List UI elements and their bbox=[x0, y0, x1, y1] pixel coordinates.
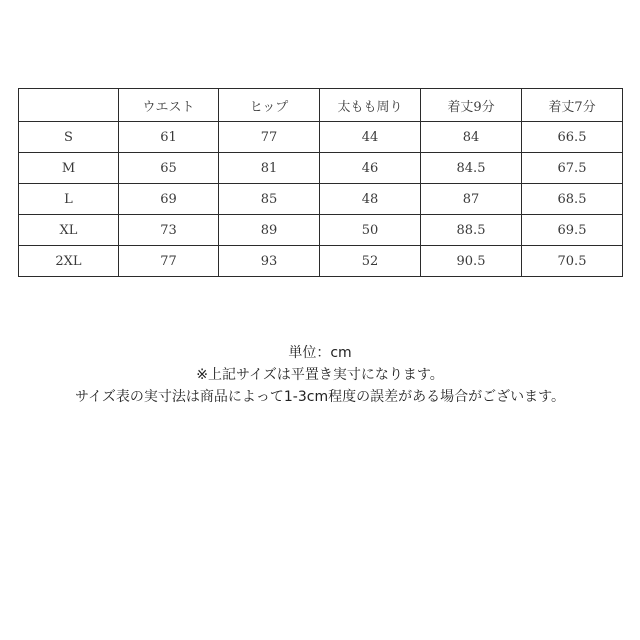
size-notes bbox=[0, 342, 640, 408]
table-row bbox=[19, 184, 623, 215]
table-cell: 89 bbox=[219, 215, 320, 246]
table-cell: 84.5 bbox=[421, 153, 522, 184]
table-cell: 73 bbox=[119, 215, 219, 246]
table-cell: 77 bbox=[219, 122, 320, 153]
header-cell-thigh: 太もも周り bbox=[320, 89, 421, 122]
table-cell: 69.5 bbox=[522, 215, 623, 246]
header-cell-length-9: 着丈9分 bbox=[421, 89, 522, 122]
measurement-note: ※上記サイズは平置き実寸になります。 bbox=[196, 367, 444, 383]
table-cell: 61 bbox=[119, 122, 219, 153]
size-cell: XL bbox=[19, 215, 119, 246]
table-cell: 77 bbox=[119, 246, 219, 277]
tolerance-note: サイズ表の実寸法は商品によって1-3cm程度の誤差がある場合がございます。 bbox=[75, 389, 565, 405]
header-cell-hip: ヒップ bbox=[219, 89, 320, 122]
table-cell: 69 bbox=[119, 184, 219, 215]
table-cell: 48 bbox=[320, 184, 421, 215]
table-cell: 52 bbox=[320, 246, 421, 277]
table-cell: 93 bbox=[219, 246, 320, 277]
size-cell: L bbox=[19, 184, 119, 215]
table-cell: 84 bbox=[421, 122, 522, 153]
table-row bbox=[19, 215, 623, 246]
table-cell: 66.5 bbox=[522, 122, 623, 153]
table-cell: 65 bbox=[119, 153, 219, 184]
table-row bbox=[19, 153, 623, 184]
header-cell-waist: ウエスト bbox=[119, 89, 219, 122]
header-cell-length-7: 着丈7分 bbox=[522, 89, 623, 122]
table-cell: 81 bbox=[219, 153, 320, 184]
table-cell: 88.5 bbox=[421, 215, 522, 246]
size-cell: 2XL bbox=[19, 246, 119, 277]
table-cell: 46 bbox=[320, 153, 421, 184]
table-cell: 90.5 bbox=[421, 246, 522, 277]
header-cell-size bbox=[19, 89, 119, 122]
unit-note: 単位：cm bbox=[288, 345, 352, 361]
table-header-row bbox=[19, 89, 623, 122]
size-chart-table bbox=[18, 88, 623, 277]
table-cell: 67.5 bbox=[522, 153, 623, 184]
table-cell: 68.5 bbox=[522, 184, 623, 215]
size-cell: S bbox=[19, 122, 119, 153]
table-cell: 44 bbox=[320, 122, 421, 153]
table-row bbox=[19, 246, 623, 277]
table-cell: 70.5 bbox=[522, 246, 623, 277]
table-row bbox=[19, 122, 623, 153]
size-cell: M bbox=[19, 153, 119, 184]
table-cell: 85 bbox=[219, 184, 320, 215]
table-cell: 87 bbox=[421, 184, 522, 215]
table-cell: 50 bbox=[320, 215, 421, 246]
